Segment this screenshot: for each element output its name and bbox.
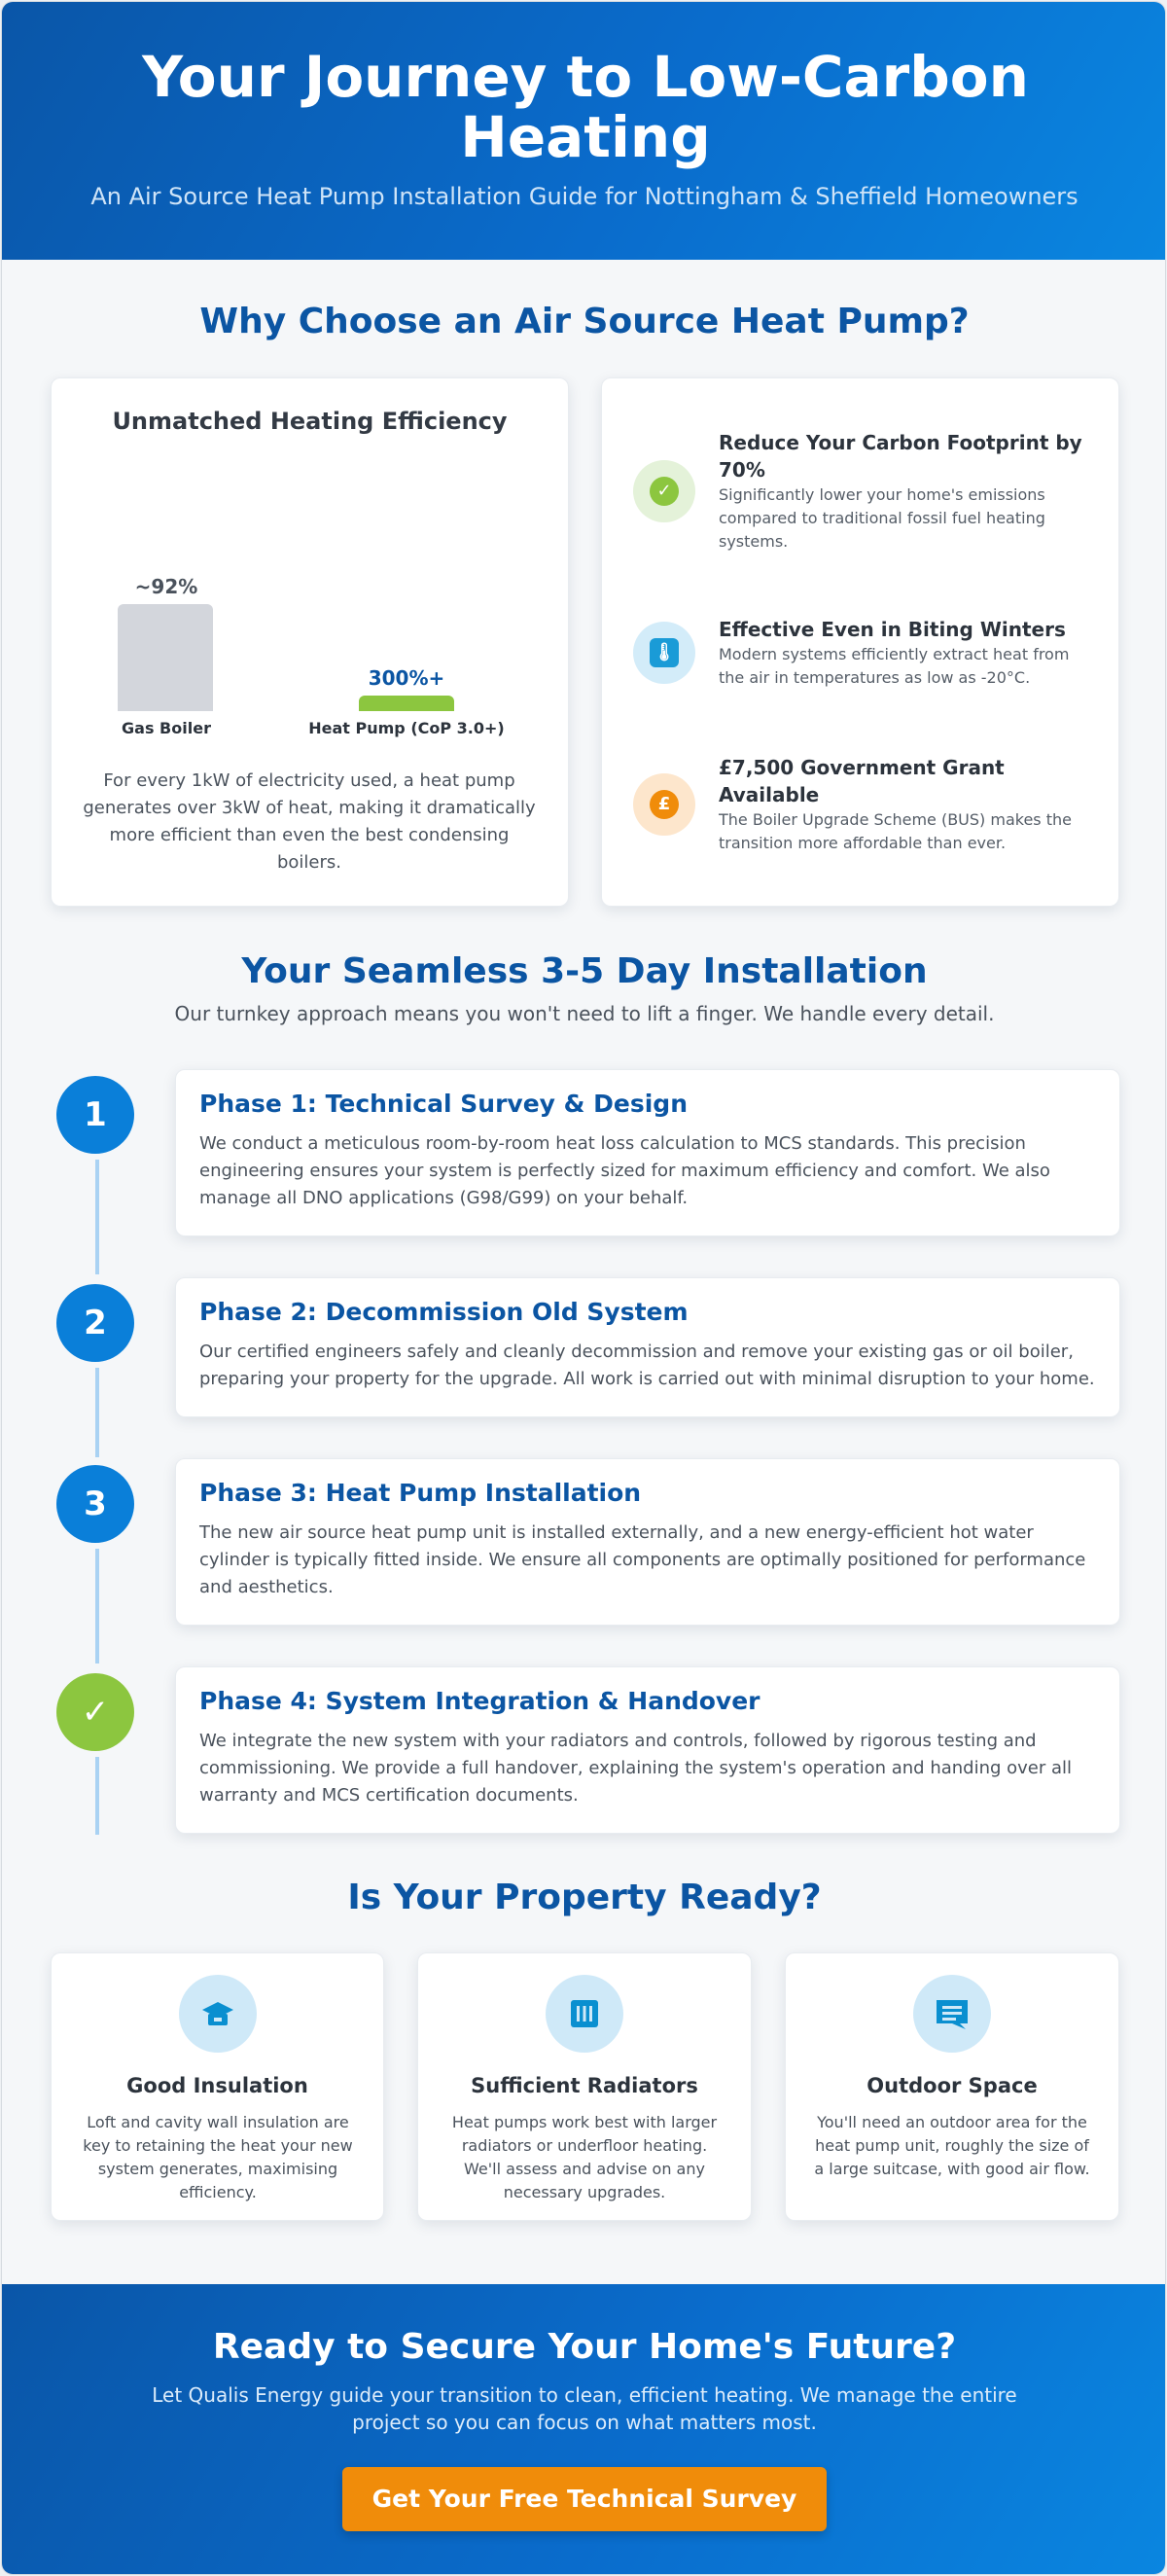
page-title: Your Journey to Low-Carbon Heating <box>142 44 1029 170</box>
installation-subtitle: Our turnkey approach means you won't need to lift a finger. We handle every detail. <box>174 1002 995 1025</box>
phase-title: Phase 1: Technical Survey & Design <box>199 1090 689 1118</box>
property-card-description: Loft and cavity wall insulation are key to retaining the heat your new system generates, maximising efficiency. <box>83 2113 353 2201</box>
timeline-connector <box>95 1368 99 1457</box>
free-survey-button[interactable]: Get Your Free Technical Survey <box>342 2467 827 2531</box>
timeline-connector <box>95 1757 99 1835</box>
hero-banner <box>2 2 1166 260</box>
phase-card <box>175 1277 1120 1417</box>
pound-icon: £ <box>650 790 679 819</box>
page <box>1 1 1166 2575</box>
benefit-title: £7,500 Government Grant Available <box>719 756 1005 806</box>
property-section-title: Is Your Property Ready? <box>347 1878 822 1917</box>
efficiency-description: For every 1kW of electricity used, a heat pump generates over 3kW of heat, making it dramatically more efficient than even the best condensing boilers. <box>83 770 536 873</box>
benefit-title: Effective Even in Biting Winters <box>719 618 1066 641</box>
gas-boiler-bar <box>118 604 213 711</box>
page-subtitle: An Air Source Heat Pump Installation Guide for Nottingham & Sheffield Homeowners <box>90 183 1079 210</box>
gas-boiler-value-label: ~92% <box>134 575 198 598</box>
benefit-description: The Boiler Upgrade Scheme (BUS) makes the transition more affordable than ever. <box>719 810 1072 852</box>
phase-card <box>175 1666 1120 1834</box>
property-card-title: Sufficient Radiators <box>471 2074 698 2097</box>
phase-description: We integrate the new system with your radiators and controls, followed by rigorous testing and commissioning. We provide a full handover, explaining the system's operation and handing over all warranty and MCS certification documents. <box>199 1731 1073 1806</box>
efficiency-card <box>51 377 569 907</box>
why-section-title: Why Choose an Air Source Heat Pump? <box>199 302 970 341</box>
gas-boiler-label: Gas Boiler <box>122 719 211 737</box>
benefit-description: Modern systems efficiently extract heat from the air in temperatures as low as -20°C. <box>719 645 1070 687</box>
property-card <box>51 1952 384 2221</box>
radiator-icon <box>546 1975 623 2053</box>
property-card <box>417 1952 752 2221</box>
cta-banner <box>2 2284 1166 2575</box>
timeline-connector <box>95 1160 99 1274</box>
thermometer-icon: 🌡 <box>650 638 679 667</box>
phase-card <box>175 1069 1120 1236</box>
property-card-description: Heat pumps work best with larger radiators or underfloor heating. We'll assess and advise on any necessary upgrades. <box>451 2113 718 2201</box>
phase-1-marker: 1 <box>56 1076 134 1154</box>
phase-card <box>175 1458 1120 1626</box>
benefit-description: Significantly lower your home's emissions compared to traditional fossil fuel heating systems. <box>719 485 1045 551</box>
graduation-cap-icon <box>179 1975 257 2053</box>
outdoor-unit-icon <box>913 1975 991 2053</box>
property-card-title: Good Insulation <box>126 2074 308 2097</box>
timeline-connector <box>95 1549 99 1664</box>
phase-title: Phase 2: Decommission Old System <box>199 1298 689 1326</box>
phase-4-complete-check-icon: ✓ <box>56 1673 134 1751</box>
pound-icon-badge <box>633 773 695 836</box>
benefits-card <box>601 377 1119 907</box>
phase-title: Phase 3: Heat Pump Installation <box>199 1479 642 1507</box>
property-card-description: You'll need an outdoor area for the heat pump unit, roughly the size of a large suitcase, with good air flow. <box>814 2113 1090 2178</box>
phase-description: We conduct a meticulous room-by-room heat loss calculation to MCS standards. This precision engineering ensures your system is perfectly sized for maximum efficiency and comfort. We also manage all DNO applications (G98/G99) on your behalf. <box>199 1133 1050 1208</box>
heat-pump-value-label: 300%+ <box>368 666 445 690</box>
cta-subtitle: Let Qualis Energy guide your transition to clean, efficient heating. We manage the entire project so you can focus on what matters most. <box>152 2383 1017 2434</box>
check-icon: ✓ <box>650 477 679 506</box>
check-icon-badge <box>633 460 695 522</box>
cta-title: Ready to Secure Your Home's Future? <box>212 2327 957 2367</box>
phase-description: Our certified engineers safely and cleanly decommission and remove your existing gas or oil boiler, preparing your property for the upgrade. All work is carried out with minimal disruption to your home. <box>199 1342 1095 1389</box>
benefit-title: Reduce Your Carbon Footprint by 70% <box>719 431 1082 482</box>
property-card <box>785 1952 1119 2221</box>
phase-description: The new air source heat pump unit is installed externally, and a new energy-efficient hot water cylinder is typically fitted inside. We ensure all components are optimally positioned for performance and aesthetics. <box>199 1522 1086 1597</box>
phase-3-marker: 3 <box>56 1465 134 1543</box>
thermometer-icon-badge <box>633 622 695 684</box>
property-card-title: Outdoor Space <box>866 2074 1038 2097</box>
phase-2-marker: 2 <box>56 1284 134 1362</box>
installation-section-title: Your Seamless 3-5 Day Installation <box>241 951 928 991</box>
phase-title: Phase 4: System Integration & Handover <box>199 1687 760 1715</box>
heat-pump-bar <box>359 696 454 711</box>
heat-pump-label: Heat Pump (CoP 3.0+) <box>308 719 505 737</box>
efficiency-card-title: Unmatched Heating Efficiency <box>112 408 508 435</box>
